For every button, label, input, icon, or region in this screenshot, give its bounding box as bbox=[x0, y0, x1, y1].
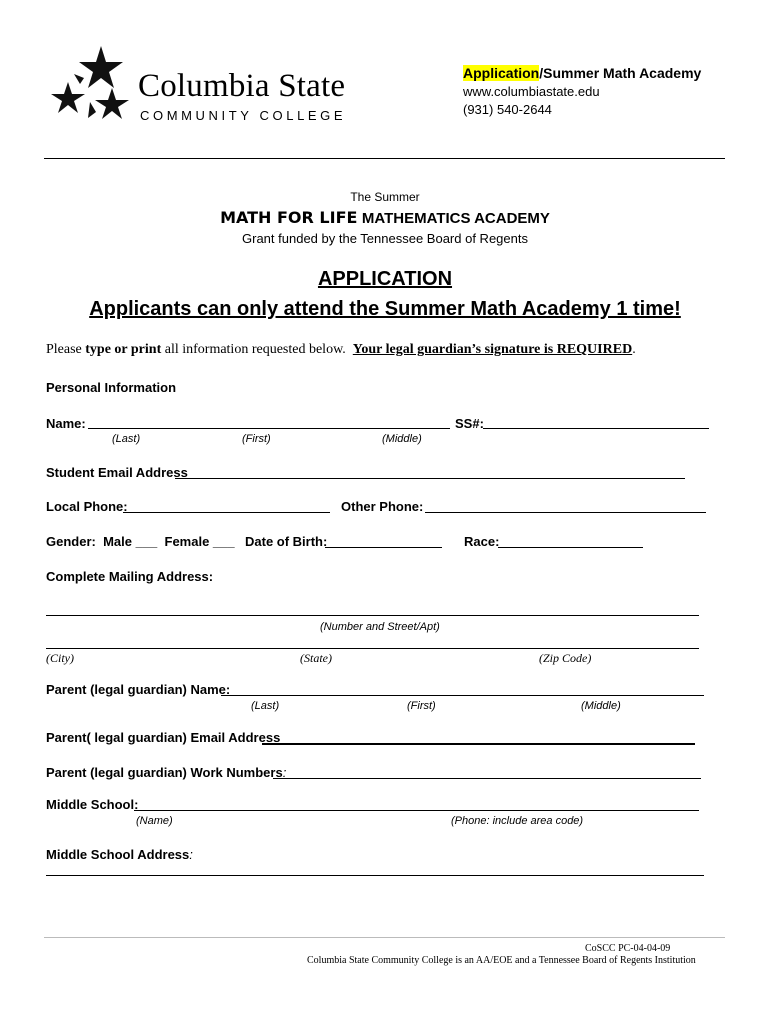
name-middle-caption: (Middle) bbox=[382, 433, 422, 445]
header-application-title bbox=[463, 65, 701, 81]
parent-work-field[interactable] bbox=[273, 778, 701, 779]
student-email-label: Student Email Address bbox=[46, 465, 188, 480]
attend-once-notice: Applicants can only attend the Summer Math Academy 1 time! bbox=[89, 298, 681, 320]
name-label: Name: bbox=[46, 416, 86, 431]
other-phone-label: Other Phone: bbox=[341, 499, 424, 514]
name-field[interactable] bbox=[88, 428, 450, 429]
footer-divider bbox=[44, 937, 725, 938]
gender-male-option[interactable]: Male ___ bbox=[103, 534, 158, 549]
ss-field[interactable] bbox=[483, 428, 709, 429]
instr-period: . bbox=[632, 342, 636, 357]
instr-type-print: type or print bbox=[85, 342, 162, 357]
middle-school-field[interactable] bbox=[134, 810, 699, 811]
instructions bbox=[46, 342, 636, 358]
name-last-caption: (Last) bbox=[112, 433, 141, 445]
city-state-zip-field[interactable] bbox=[46, 648, 699, 649]
header-website: www.columbiastate.edu bbox=[463, 84, 600, 99]
parent-email-field[interactable] bbox=[262, 743, 695, 745]
number-street-caption: (Number and Street/Apt) bbox=[320, 621, 440, 633]
logo-subtitle: COMMUNITY COLLEGE bbox=[140, 108, 347, 123]
header-divider bbox=[44, 158, 725, 159]
gender-female-option[interactable]: Female ___ bbox=[164, 534, 235, 549]
highlighted-application-word: Application bbox=[463, 65, 540, 81]
dob-field[interactable] bbox=[325, 547, 442, 548]
local-phone-field[interactable] bbox=[123, 512, 330, 513]
header-academy-name: /Summer Math Academy bbox=[539, 65, 702, 81]
parent-middle-caption: (Middle) bbox=[581, 700, 621, 712]
parent-email-label: Parent( legal guardian) Email Address bbox=[46, 730, 281, 745]
dob-label: Date of Birth: bbox=[245, 534, 328, 549]
ms-address-label: Middle School Address: bbox=[46, 847, 193, 862]
ss-label: SS#: bbox=[455, 416, 484, 431]
logo-title: Columbia State bbox=[138, 68, 346, 104]
parent-first-caption: (First) bbox=[407, 700, 436, 712]
intro-grant: Grant funded by the Tennessee Board of Regents bbox=[242, 231, 528, 246]
middle-school-label: Middle School: bbox=[46, 797, 139, 812]
other-phone-field[interactable] bbox=[425, 512, 706, 513]
zip-caption: (Zip Code) bbox=[539, 651, 592, 665]
header-phone: (931) 540-2644 bbox=[463, 102, 552, 117]
city-caption: (City) bbox=[46, 651, 74, 665]
college-logo-stars-icon bbox=[44, 44, 139, 136]
ms-phone-caption: (Phone: include area code) bbox=[451, 815, 584, 827]
gender-label: Gender: Male ___ Female ___ bbox=[46, 534, 235, 549]
mathematics-academy: MATHEMATICS ACADEMY bbox=[361, 210, 550, 227]
street-address-field[interactable] bbox=[46, 615, 699, 616]
mailing-address-label: Complete Mailing Address: bbox=[46, 569, 214, 584]
local-phone-label: Local Phone: bbox=[46, 499, 128, 514]
application-heading: APPLICATION bbox=[317, 268, 453, 290]
race-field[interactable] bbox=[498, 547, 643, 548]
instr-guardian-required: Your legal guardian’s signature is REQUIRED bbox=[352, 342, 633, 357]
ms-address-field[interactable] bbox=[46, 875, 704, 876]
footer-statement: Columbia State Community College is an AA/EOE and a Tennessee Board of Regents Institution bbox=[307, 955, 696, 966]
parent-work-label: Parent (legal guardian) Work Numbers: bbox=[46, 765, 287, 780]
intro-program-title bbox=[0, 208, 770, 228]
personal-info-heading: Personal Information bbox=[46, 380, 177, 395]
math-for-life: MATH FOR LIFE bbox=[220, 208, 358, 227]
state-caption: (State) bbox=[300, 651, 332, 665]
parent-last-caption: (Last) bbox=[251, 700, 280, 712]
instr-please: Please bbox=[46, 342, 82, 357]
intro-the-summer: The Summer bbox=[350, 190, 420, 204]
student-email-field[interactable] bbox=[175, 478, 685, 479]
instr-all-info: all information requested below. bbox=[164, 342, 346, 357]
parent-name-field[interactable] bbox=[221, 695, 704, 696]
race-label: Race: bbox=[464, 534, 500, 549]
name-first-caption: (First) bbox=[242, 433, 271, 445]
footer-form-code: CoSCC PC-04-04-09 bbox=[585, 943, 671, 954]
ms-name-caption: (Name) bbox=[136, 815, 173, 827]
parent-name-label: Parent (legal guardian) Name: bbox=[46, 682, 231, 697]
